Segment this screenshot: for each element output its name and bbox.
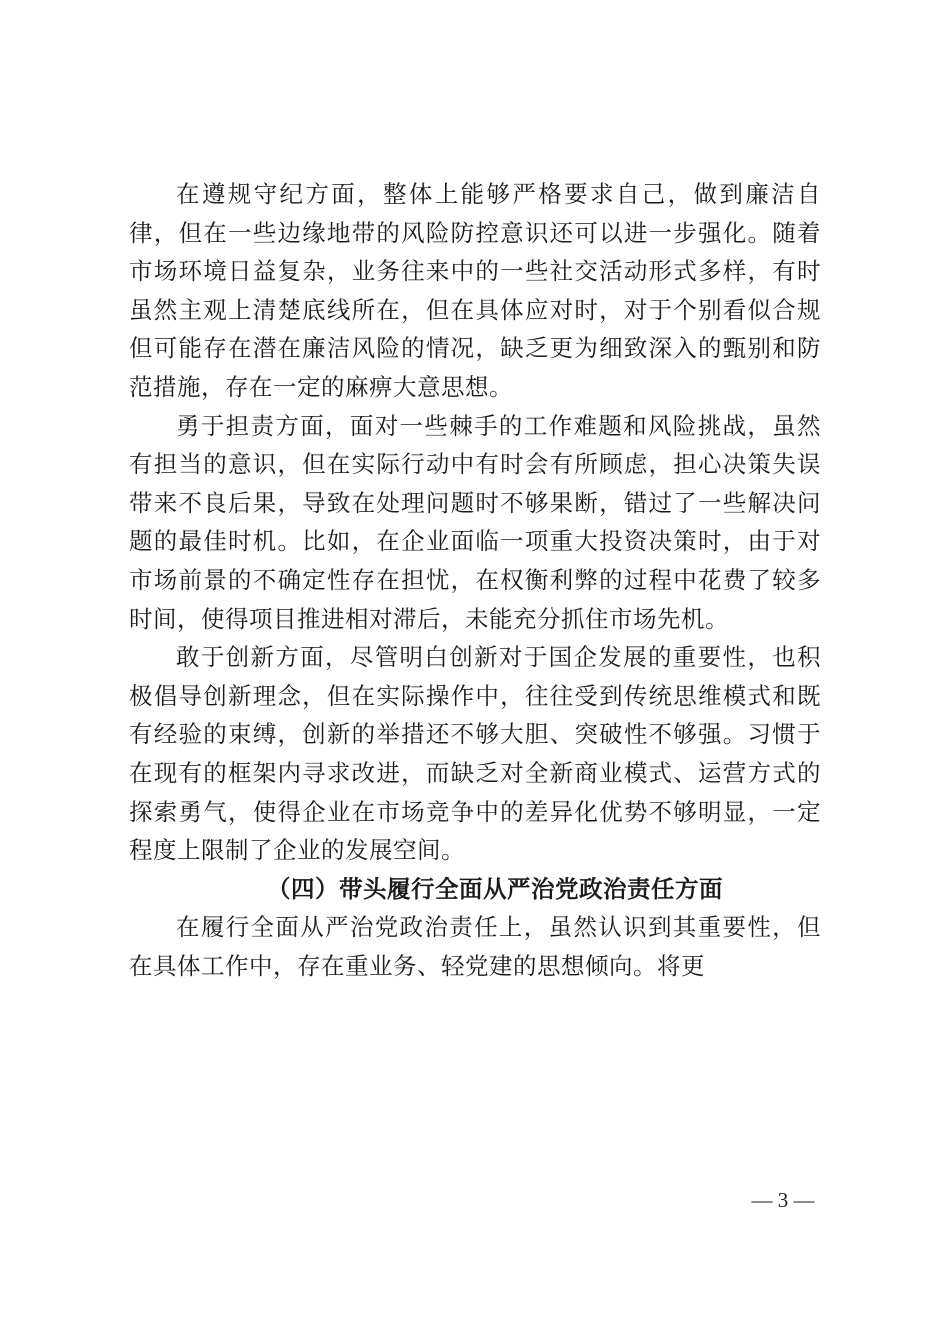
page-number: — 3 — [751, 1188, 815, 1212]
paragraph-discipline: 在遵规守纪方面，整体上能够严格要求自己，做到廉洁自律，但在一些边缘地带的风险防控意识还可以进一步强化。随着市场环境日益复杂，业务往来中的一些社交活动形式多样，有时虽然主观上清楚底线所在，但在具体应对时，对于个别看似合规但可能存在潜在廉洁风险的情况，缺乏更为细致深入的甄别和防范措施，存在一定的麻痹大意思想。 [129, 180, 821, 401]
document-body [129, 175, 821, 985]
paragraph-responsibility: 勇于担责方面，面对一些棘手的工作难题和风险挑战，虽然有担当的意识，但在实际行动中有时会有所顾虑，担心决策失误带来不良后果，导致在处理问题时不够果断，错过了一些解决问题的最佳时机。比如，在企业面临一项重大投资决策时，由于对市场前景的不确定性存在担忧，在权衡利弊的过程中花费了较多时间，使得项目推进相对滞后，未能充分抓住市场先机。 [129, 411, 821, 633]
section-heading: （四）带头履行全面从严治党政治责任方面 [267, 874, 723, 903]
paragraph-party-duty: 在履行全面从严治党政治责任上，虽然认识到其重要性，但在具体工作中，存在重业务、轻党建的思想倾向。将更 [129, 913, 821, 980]
paragraph-innovation: 敢于创新方面，尽管明白创新对于国企发展的重要性，也积极倡导创新理念，但在实际操作中，往往受到传统思维模式和既有经验的束缚，创新的举措还不够大胆、突破性不够强。习惯于在现有的框架内寻求改进，而缺乏对全新商业模式、运营方式的探索勇气，使得企业在市场竞争中的差异化优势不够明显，一定程度上限制了企业的发展空间。 [129, 643, 821, 865]
